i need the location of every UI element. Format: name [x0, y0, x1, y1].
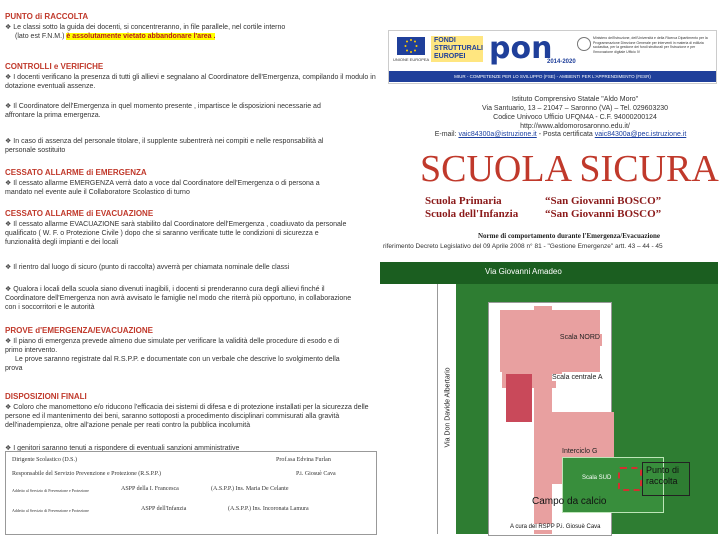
- email-link[interactable]: vaic84300a@istruzione.it: [458, 131, 537, 138]
- cessato-emergenza-b1-text: Il cessato allarme EMERGENZA verrà dato a voce dal Coordinatore dell'Emergenza o di persona a mandato nel evente aule il Collaboratore Scolastico di turno: [5, 180, 320, 196]
- institute-info: [440, 95, 710, 131]
- cessato-evacuazione-title: CESSATO ALLARME di EVACUAZIONE: [5, 209, 154, 218]
- italy-emblem-icon: [577, 37, 591, 51]
- school-infanzia-label: Scuola dell'Infanzia: [425, 208, 519, 220]
- street-top-label: Via Giovanni Amadeo: [485, 267, 562, 276]
- pon-period: 2014-2020: [547, 59, 576, 65]
- email-label: E-mail:: [434, 131, 457, 138]
- assembly-point-marker: [618, 467, 642, 491]
- sig-aspp1-mid: ASPP della I. Francesca: [121, 486, 179, 492]
- page-title: SCUOLA SICURA: [420, 148, 719, 190]
- ministry-text: Ministero dell'Istruzione, dell'Università e della Ricerca Dipartimento per la Programmazione Direzione Generale per interventi in materia di edilizia scolastica, per la gestione dei fondi strutturali per l'istruzione e per l'innovazione digitale Ufficio IV: [593, 36, 708, 54]
- sig-aspp2-name: (A.S.P.P.) Ins. Incoronata Lamura: [228, 506, 309, 512]
- norme-subtitle: Norme di comportamento durante l'Emergenza/Evacuazione: [478, 232, 660, 240]
- prove-title: PROVE d'EMERGENZA/EVACUAZIONE: [5, 326, 153, 335]
- controlli-b1-text: I docenti verificano la presenza di tutti gli allievi e segnalano al Coordinatore dell'Emergenza, compilando il modulo in dotazione eventuali assenze.: [5, 74, 376, 90]
- pec-link[interactable]: vaic84300a@pec.istruzione.it: [594, 131, 687, 138]
- scala-centrale-label: Scala centrale A: [552, 374, 603, 381]
- punto-raccolta-title: PUNTO di RACCOLTA: [5, 12, 89, 21]
- cessato-evacuazione-b2-text: Il rientro dal luogo di sicuro (punto di raccolta) avverrà per chiamata nominale delle classi: [13, 264, 290, 271]
- banner-bottom-line: MIUR - COMPETENZE PER LO SVILUPPO (FSE) - AMBIENTI PER L'APPRENDIMENTO (FESR): [389, 71, 716, 82]
- controlli-b1: ❖ I docenti verificano la presenza di tutti gli allievi e segnalano al Coordinatore dell'Emergenza, compilando il modulo in dotazione eventuali assenze.: [5, 74, 376, 90]
- riferimento-line: riferimento Decreto Legislativo del 09 Aprile 2008 n° 81 - "Gestione Emergenze" artt. 43 – 44 - 45: [383, 243, 663, 250]
- building-red-unit: [506, 374, 532, 422]
- punto-raccolta-side: (lato est F.N.M.): [15, 33, 65, 40]
- sig-rspp-name: P.i. Giosuè Cava: [296, 471, 336, 477]
- institute-address: Via Santuario, 13 – 21047 – Saronno (VA) – Tel. 029603230: [481, 105, 669, 112]
- sig-aspp2-role: Addetto al Servizio di Prevenzione e Protezione: [12, 508, 89, 513]
- controlli-title: CONTROLLI e VERIFICHE: [5, 62, 104, 71]
- disposizioni-b2-text: I genitori saranno tenuti a rispondere di eventuali sanzioni amministrative: [13, 445, 240, 452]
- cessato-evacuazione-b2: ❖ Il rientro dal luogo di sicuro (punto di raccolta) avverrà per chiamata nominale delle classi: [5, 264, 290, 271]
- pec-label: - Posta certificata: [538, 131, 593, 138]
- cessato-evacuazione-b3-text: Qualora i locali della scuola siano divenuti inagibili, i docenti si prenderanno cura degli allievi finché il Coordinatore dell'Emergenza non avrà avvisato le famiglie nel modo che riterrà più opportuno, in collaborazione con i soccorritori e le autorità: [5, 286, 352, 311]
- prove-b1: ❖ Il piano di emergenza prevede almeno due simulate per verificare la validità delle procedure di esodo e di primo intervento. Le prove saranno registrate dal R.S.P.P. e documentate con un verbale che descrive lo svolgimento della prova: [5, 338, 340, 372]
- eu-flag-icon: [397, 37, 425, 55]
- cessato-evacuazione-b3: ❖ Qualora i locali della scuola siano divenuti inagibili, i docenti si prenderanno cura degli allievi finché il Coordinatore dell'Emergenza non avrà avvisato le famiglie nel modo che riterrà più opportuno, in collaborazione con i soccorritori e le autorità: [5, 286, 352, 311]
- punto-raccolta-warning: è assolutamente vietato abbandonare l'area .: [66, 33, 216, 40]
- sig-aspp2-mid: ASPP dell'Infanzia: [141, 506, 187, 512]
- controlli-b2-text: Il Coordinatore dell'Emergenza in quel momento presente , impartisce le disposizioni necessarie ad affrontare la prima emergenza.: [5, 103, 321, 119]
- scala-nord-label: Scala NORD: [540, 334, 602, 346]
- punto-raccolta-bullet: Le classi sotto la guida dei docenti, si concentreranno, in file parallele, nel cortile interno: [13, 24, 286, 31]
- pon-logo: pon: [489, 31, 553, 66]
- evacuation-map: [380, 262, 718, 534]
- prove-b2-text: Le prove saranno registrate dal R.S.P.P. e documentate con un verbale che descrive lo svolgimento della prova: [5, 356, 340, 372]
- eu-label: UNIONE EUROPEA: [393, 57, 430, 62]
- prove-b1-text: Il piano di emergenza prevede almeno due simulate per verificare la validità delle procedure di esodo e di primo intervento.: [5, 338, 340, 354]
- cessato-evacuazione-b1: ❖ Il cessato allarme EVACUAZIONE sarà stabilito dal Coordinatore dell'Emergenza , coadiuvato da personale qualificato ( W. F. o Protezione Civile ) dopo che si saranno verificate tutte le condizioni di sicurezza e funzionalità degli impianti e dei locali: [5, 221, 347, 246]
- controlli-b3-text: In caso di assenza del personale titolare, il supplente subentrerà nei compiti e nelle responsabilità al personale sostituito: [5, 138, 324, 154]
- sig-aspp1-role: Addetto al Servizio di Prevenzione e Protezione: [12, 488, 89, 493]
- disposizioni-title: DISPOSIZIONI FINALI: [5, 392, 87, 401]
- disposizioni-b1-text: Coloro che manomettono e/o riducono l'efficacia dei sistemi di difesa e di protezione installati per la sicurezza delle persone ed il mantenimento dei beni, saranno sottoposti a procedimento disciplinari commisurati alla gravità dell'inadempienza, oltre all'azione penale per reati contro la pubblica incolumità: [5, 404, 369, 429]
- punto-raccolta-text: ❖ Le classi sotto la guida dei docenti, si concentreranno, in file parallele, nel cortile interno (lato est F.N.M.) è assolutamente vietato abbandonare l'area .: [5, 24, 286, 40]
- controlli-b2: ❖ Il Coordinatore dell'Emergenza in quel momento presente , impartisce le disposizioni necessarie ad affrontare la prima emergenza.: [5, 103, 321, 119]
- interciclo-label: Interciclo G: [562, 448, 598, 455]
- sig-ds-role: Dirigente Scolastico (D.S.): [12, 457, 77, 463]
- street-side-label: Via Don Davide Albertario: [444, 367, 452, 448]
- institute-website: http://www.aldomorosaronno.edu.it/: [520, 123, 630, 130]
- sig-aspp1-name: (A.S.P.P.) Ins. Maria De Celante: [211, 486, 289, 492]
- school-primaria-label: Scuola Primaria: [425, 195, 502, 207]
- fondi-label: FONDI STRUTTURALI EUROPEI: [431, 36, 483, 62]
- sig-ds-name: Prof.ssa Edvina Furlan: [276, 457, 331, 463]
- assembly-point-label: Punto di raccolta: [642, 462, 690, 496]
- disposizioni-b1: ❖ Coloro che manomettono e/o riducono l'efficacia dei sistemi di difesa e di protezione installati per la sicurezza delle persone ed il mantenimento dei beni, saranno sottoposti a procedimento disciplinari commisurati alla gravità dell'inadempienza, oltre all'azione penale per reati contro la pubblica incolumità: [5, 404, 369, 429]
- scala-sud-label: Scala SUD: [582, 475, 612, 481]
- institute-name: Istituto Comprensivo Statale "Aldo Moro": [511, 96, 639, 103]
- cessato-emergenza-b1: ❖ Il cessato allarme EMERGENZA verrà dato a voce dal Coordinatore dell'Emergenza o di persona a mandato nel evente aule il Collaboratore Scolastico di turno: [5, 180, 320, 196]
- institute-code: Codice Univoco Ufficio UFQN4A - C.F. 94000200124: [493, 114, 657, 121]
- sig-rspp-role: Responsabile del Servizio Prevenzione e Protezione (R.S.P.P.): [12, 471, 161, 477]
- cessato-emergenza-title: CESSATO ALLARME di EMERGENZA: [5, 168, 147, 177]
- school-infanzia-name: “San Giovanni BOSCO”: [545, 208, 662, 220]
- pon-banner: [388, 30, 717, 84]
- school-primaria-name: “San Giovanni BOSCO”: [545, 195, 662, 207]
- signature-box: [5, 451, 377, 535]
- campo-label: Campo da calcio: [532, 496, 607, 507]
- disposizioni-b2: ❖ I genitori saranno tenuti a rispondere di eventuali sanzioni amministrative: [5, 445, 240, 452]
- institute-emails: [408, 131, 713, 138]
- cessato-evacuazione-b1-text: Il cessato allarme EVACUAZIONE sarà stabilito dal Coordinatore dell'Emergenza , coadiuvato da personale qualificato ( W. F. o Protezione Civile ) dopo che si saranno verificate tutte le condizioni di sicurezza e funzionalità degli impianti e dei locali: [5, 221, 347, 246]
- map-credit: A cura del RSPP P.i. Giosuè Cava: [510, 524, 601, 530]
- controlli-b3: ❖ In caso di assenza del personale titolare, il supplente subentrerà nei compiti e nelle responsabilità al personale sostituito: [5, 138, 324, 154]
